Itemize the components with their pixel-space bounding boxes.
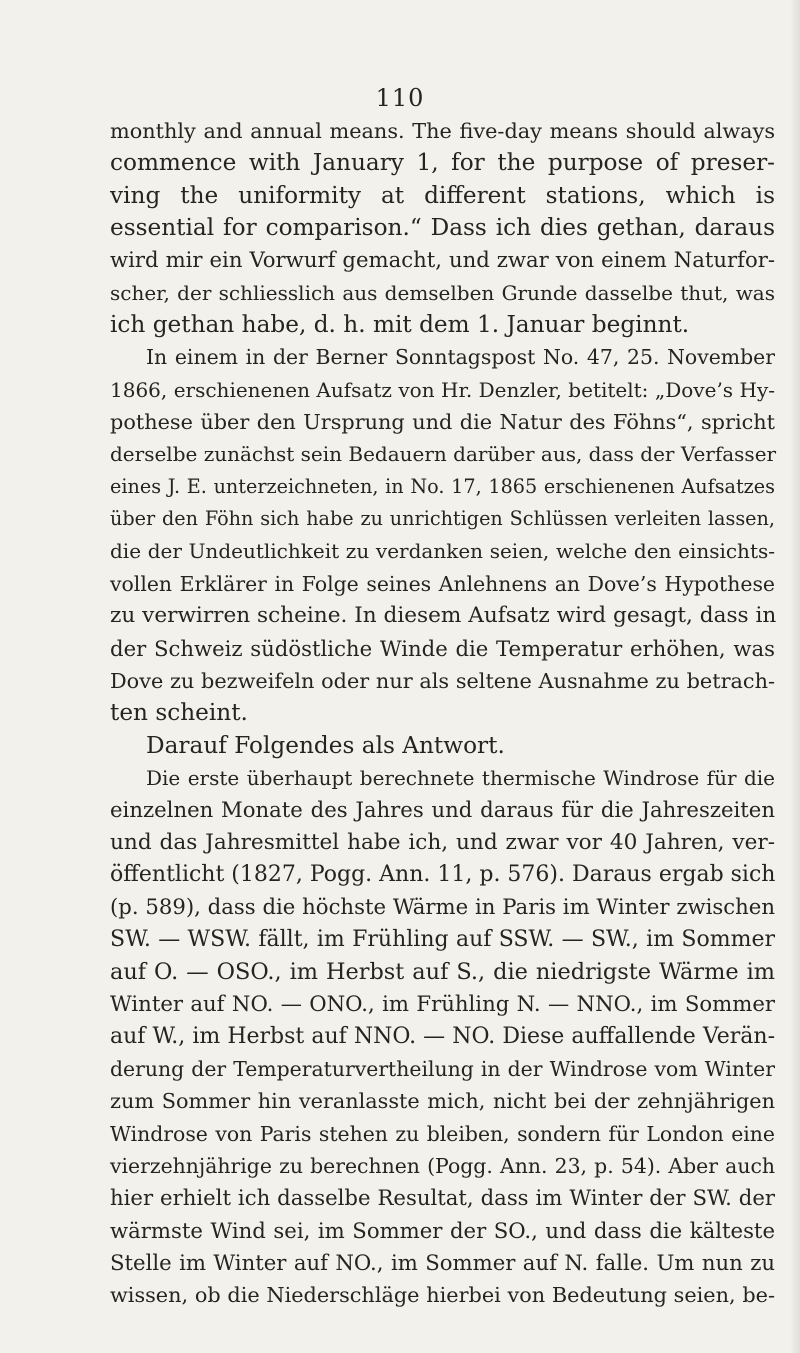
page-number: 110 (375, 84, 425, 112)
text-line: wird mir ein Vorwurf gemacht, und zwar von einem Naturfor- (110, 247, 775, 273)
text-line: über den Föhn sich habe zu unrichtigen Schlüssen verleiten lassen, (110, 507, 775, 531)
text-line: derselbe zunächst sein Bedauern darüber aus, dass der Verfasser (110, 442, 777, 467)
text-line: und das Jahresmittel habe ich, und zwar vor 40 Jahren, ver- (110, 829, 775, 855)
page-edge-shadow (790, 0, 800, 1353)
text-line: eines J. E. unterzeichneten, in No. 17, 1865 erschienenen Aufsatzes (110, 474, 775, 498)
text-line: einzelnen Monate des Jahres und daraus für die Jahreszeiten (110, 797, 775, 823)
text-line: commence with January 1, for the purpose of preser- (110, 149, 775, 177)
text-line: Winter auf NO. — ONO., im Frühling N. — NNO., im Sommer (110, 991, 775, 1017)
text-line: Die erste überhaupt berechnete thermische Windrose für die (146, 765, 775, 790)
text-line: monthly and annual means. The five-day means should always (110, 119, 775, 143)
text-line: wissen, ob die Niederschläge hierbei von Bedeutung seien, be- (110, 1283, 775, 1308)
text-line: 1866, erschienenen Aufsatz von Hr. Denzler, betitelt: „Dove’s Hy- (110, 377, 775, 402)
text-line: öffentlicht (1827, Pogg. Ann. 11, p. 576). Daraus ergab sich (110, 861, 776, 887)
text-line: scher, der schliesslich aus demselben Grunde dasselbe thut, was (110, 280, 775, 305)
text-line: essential for comparison.“ Dass ich dies gethan, daraus (110, 214, 775, 242)
text-line: (p. 589), dass die höchste Wärme in Paris im Winter zwischen (110, 894, 775, 920)
text-line: ich gethan habe, d. h. mit dem 1. Januar beginnt. (110, 311, 690, 339)
text-line: vierzehnjährige zu berechnen (Pogg. Ann. 23, p. 54). Aber auch (110, 1154, 775, 1178)
body-text (110, 115, 775, 1312)
text-line: Windrose von Paris stehen zu bleiben, sondern für London eine (110, 1121, 775, 1146)
text-line: Stelle im Winter auf NO., im Sommer auf N. falle. Um nun zu (110, 1250, 775, 1276)
text-line: Darauf Folgendes als Antwort. (146, 731, 505, 759)
text-line: hier erhielt ich dasselbe Resultat, dass im Winter der SW. der (110, 1185, 775, 1211)
text-line: zum Sommer hin veranlasste mich, nicht bei der zehnjährigen (110, 1089, 775, 1114)
text-line: zu verwirren scheine. In diesem Aufsatz wird gesagt, dass in (110, 603, 777, 629)
text-line: vollen Erklärer in Folge seines Anlehnens an Dove’s Hypothese (110, 571, 775, 596)
text-line: derung der Temperaturvertheilung in der Windrose vom Winter (110, 1056, 775, 1081)
text-line: ving the uniformity at different stations, which is (110, 181, 775, 209)
text-line: auf O. — OSO., im Herbst auf S., die niedrigste Wärme im (110, 958, 775, 985)
text-line: wärmste Wind sei, im Sommer der SO., und dass die kälteste (110, 1217, 775, 1243)
text-line: In einem in der Berner Sonntagspost No. 47, 25. November (146, 345, 775, 370)
text-line: Dove zu bezweifeln oder nur als seltene Ausnahme zu betrach- (110, 668, 775, 693)
text-line: die der Undeutlichkeit zu verdanken seien, welche den einsichts- (110, 539, 775, 564)
text-line: pothese über den Ursprung und die Natur des Föhns“, spricht (110, 410, 775, 435)
text-line: der Schweiz südöstliche Winde die Temperatur erhöhen, was (110, 635, 775, 661)
text-line: auf W., im Herbst auf NNO. — NO. Diese auffallende Verän- (110, 1023, 775, 1049)
text-line: ten scheint. (110, 699, 248, 727)
text-line: SW. — WSW. fällt, im Frühling auf SSW. — SW., im Sommer (110, 926, 775, 952)
